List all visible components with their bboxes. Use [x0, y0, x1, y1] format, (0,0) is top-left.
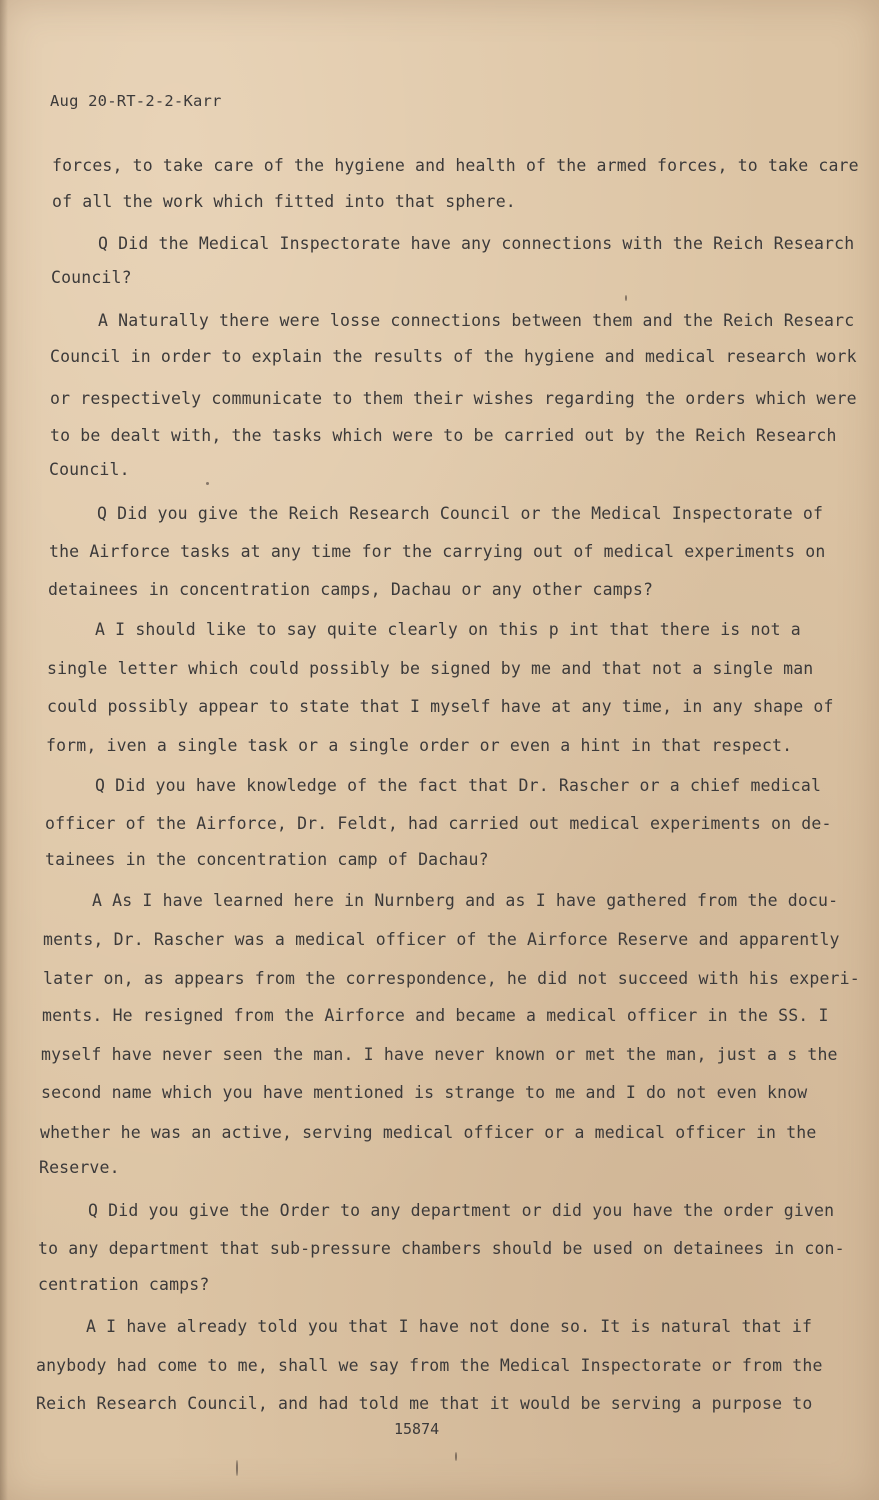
text-line: Council in order to explain the results of the hygiene and medical research work [50, 347, 857, 366]
text-line: anybody had come to me, shall we say from the Medical Inspectorate or from the [36, 1356, 823, 1375]
text-line: the Airforce tasks at any time for the carrying out of medical experiments on [49, 542, 826, 561]
text-line: detainees in concentration camps, Dachau or any other camps? [48, 580, 654, 599]
text-line: Reich Research Council, and had told me that it would be serving a purpose to [36, 1394, 813, 1413]
text-line: ments. He resigned from the Airforce and became a medical officer in the SS. I [42, 1006, 829, 1025]
text-line: tainees in the concentration camp of Dachau? [45, 850, 489, 869]
paper-speck [236, 1460, 238, 1476]
text-line: Q Did you give the Order to any department or did you have the order given [88, 1201, 835, 1220]
text-line: Q Did you give the Reich Research Council or the Medical Inspectorate of [97, 504, 824, 523]
text-line: single letter which could possibly be signed by me and that not a single man [47, 659, 814, 678]
paper-speck [625, 295, 627, 301]
document-reference: Aug 20-RT-2-2-Karr [50, 92, 222, 110]
text-line: form, iven a single task or a single order or even a hint in that respect. [46, 736, 793, 755]
text-line: whether he was an active, serving medical officer or a medical officer in the [40, 1123, 817, 1142]
text-line: ments, Dr. Rascher was a medical officer of the Airforce Reserve and apparently [43, 930, 840, 949]
text-line: Council? [51, 268, 132, 287]
text-line: later on, as appears from the correspondence, he did not succeed with his experi- [43, 969, 860, 988]
text-line: to any department that sub-pressure chambers should be used on detainees in con- [38, 1239, 845, 1258]
text-line: Council. [49, 460, 130, 479]
text-line: A Naturally there were losse connections between them and the Reich Researc [98, 311, 855, 330]
page-number: 15874 [394, 1420, 440, 1438]
text-line: could possibly appear to state that I myself have at any time, in any shape of [47, 697, 834, 716]
text-line: myself have never seen the man. I have never known or met the man, just a s the [41, 1045, 838, 1064]
text-line: officer of the Airforce, Dr. Feldt, had carried out medical experiments on de- [45, 814, 832, 833]
text-line: centration camps? [38, 1275, 210, 1294]
paper-speck [206, 482, 209, 485]
page-edge-shadow [0, 0, 8, 1500]
text-line: to be dealt with, the tasks which were to be carried out by the Reich Research [50, 426, 837, 445]
text-line: Q Did you have knowledge of the fact that Dr. Rascher or a chief medical [95, 776, 822, 795]
paper-speck [455, 1452, 457, 1461]
text-line: or respectively communicate to them their wishes regarding the orders which were [50, 389, 857, 408]
text-line: Q Did the Medical Inspectorate have any connections with the Reich Research [98, 234, 855, 253]
text-line: of all the work which fitted into that sphere. [52, 192, 516, 211]
text-line: Reserve. [39, 1158, 120, 1177]
text-line: second name which you have mentioned is strange to me and I do not even know [41, 1083, 808, 1102]
text-line: A I have already told you that I have not done so. It is natural that if [86, 1317, 813, 1336]
text-line: forces, to take care of the hygiene and health of the armed forces, to take care [52, 156, 859, 175]
text-line: A I should like to say quite clearly on this p int that there is not a [95, 620, 801, 639]
text-line: A As I have learned here in Nurnberg and as I have gathered from the docu- [92, 891, 839, 910]
